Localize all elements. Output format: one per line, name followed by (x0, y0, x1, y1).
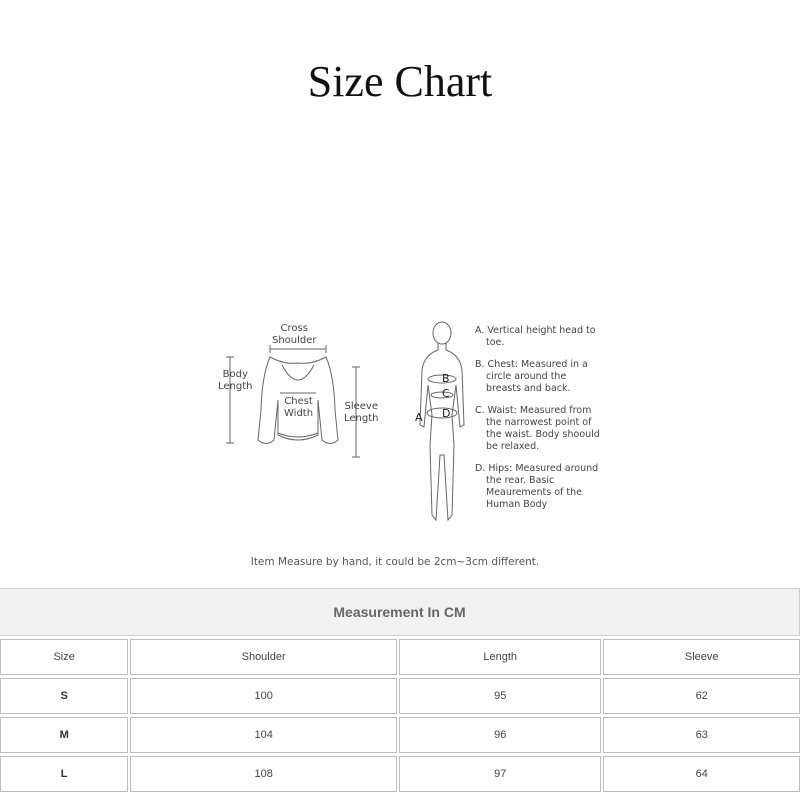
note-a: A. Vertical height head to toe. (475, 325, 596, 348)
letter-a: A (415, 411, 423, 424)
column-header-length: Length (399, 639, 602, 675)
table-row (0, 717, 800, 753)
table-title: Measurement In CM (0, 588, 800, 636)
body-length-label: Body Length (218, 369, 253, 392)
size-table (0, 588, 800, 795)
measurement-diagram (210, 315, 600, 545)
size-grid (0, 636, 800, 795)
length-cell: 96 (399, 717, 602, 753)
letter-b: B (442, 372, 450, 385)
letter-c: C (442, 387, 450, 400)
sleeve-cell: 62 (603, 678, 800, 714)
page-title: Size Chart (307, 57, 493, 106)
table-header-row (0, 639, 800, 675)
shoulder-cell: 104 (130, 717, 397, 753)
length-cell: 95 (399, 678, 602, 714)
table-row (0, 678, 800, 714)
sleeve-length-label: Sleeve Length (344, 401, 379, 424)
column-header-shoulder: Shoulder (130, 639, 397, 675)
sleeve-cell: 64 (603, 756, 800, 792)
note-d: D. Hips: Measured around the rear. Basic Meaurements of the Human Body (475, 463, 599, 510)
table-row (0, 756, 800, 792)
letter-d: D (442, 407, 451, 420)
note-b: B. Chest: Measured in a circle around the breasts and back. (475, 359, 588, 394)
size-cell: M (0, 717, 128, 753)
measure-caption: Item Measure by hand, it could be 2cm~3cm different. (250, 556, 540, 568)
size-cell: L (0, 756, 128, 792)
size-cell: S (0, 678, 128, 714)
shoulder-cell: 100 (130, 678, 397, 714)
sleeve-cell: 63 (603, 717, 800, 753)
cross-shoulder-label: Cross Shoulder (272, 323, 317, 346)
measurement-notes (475, 325, 600, 521)
length-cell: 97 (399, 756, 602, 792)
column-header-sleeve: Sleeve (603, 639, 800, 675)
column-header-size: Size (0, 639, 128, 675)
chest-width-label: Chest Width (284, 396, 314, 419)
note-c: C. Waist: Measured from the narrowest point of the waist. Body shoould be relaxed. (475, 405, 600, 452)
shoulder-cell: 108 (130, 756, 397, 792)
